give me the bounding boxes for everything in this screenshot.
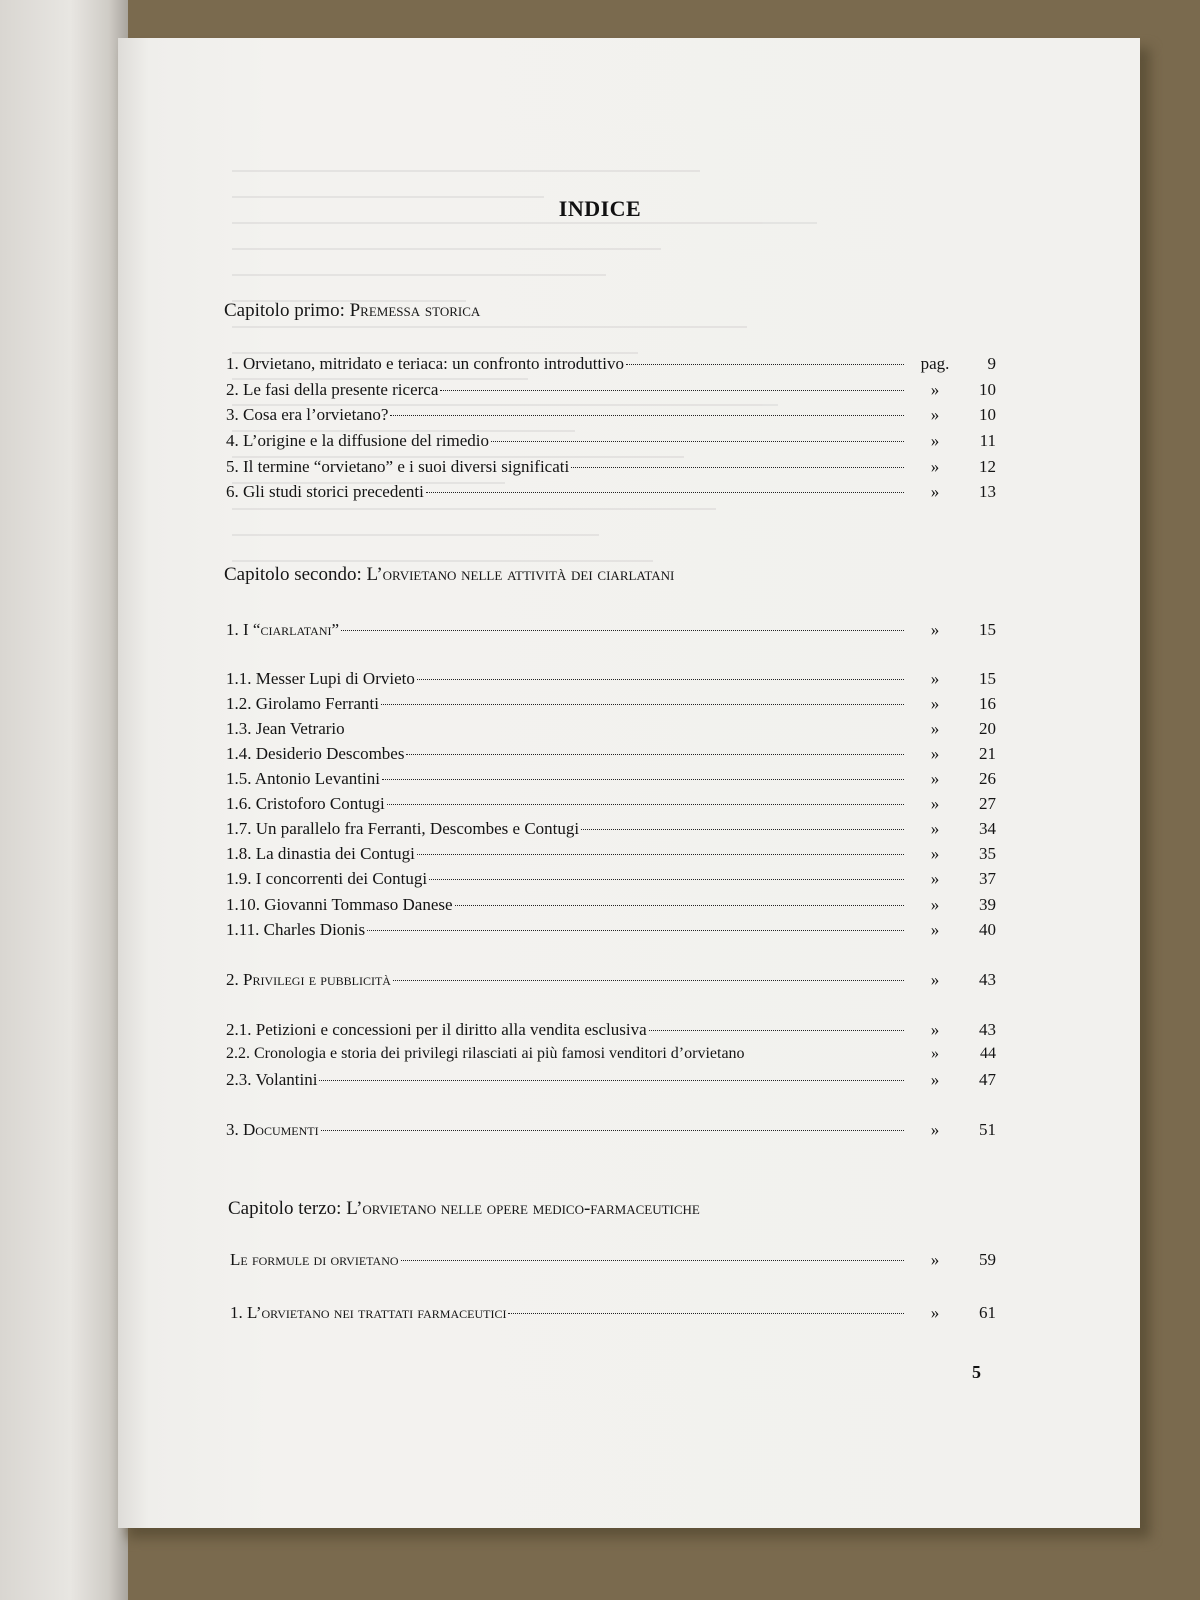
entry-page: 10 — [979, 380, 996, 399]
dot-leader — [508, 1313, 904, 1314]
entry-label: 1.3. Jean Vetrario — [226, 719, 345, 738]
toc-entry — [226, 405, 996, 429]
toc-section-entry — [226, 1120, 996, 1144]
entry-mark: » — [930, 380, 940, 399]
entry-page: 20 — [979, 719, 996, 738]
entry-mark: » — [930, 819, 940, 838]
toc-entry — [226, 354, 996, 378]
index-title: INDICE — [558, 196, 642, 221]
toc-entry — [226, 719, 996, 743]
entry-mark: » — [930, 920, 940, 939]
toc-entry — [226, 920, 996, 944]
page-number: 5 — [972, 1362, 981, 1382]
entry-label: 1.6. Cristoforo Contugi — [226, 794, 385, 813]
dot-leader — [581, 829, 904, 830]
entry-page: 10 — [979, 405, 996, 424]
entry-page: 39 — [979, 895, 996, 914]
entry-label: 1. L’orvietano nei trattati farmaceutici — [230, 1303, 507, 1322]
entry-page: 43 — [979, 970, 996, 989]
toc-entry — [226, 794, 996, 818]
dot-leader — [319, 1080, 904, 1081]
entry-label: 1.4. Desiderio Descombes — [226, 744, 405, 763]
toc-entry — [226, 482, 996, 506]
dot-leader — [390, 415, 904, 416]
entry-page: 44 — [980, 1045, 996, 1062]
entry-mark: » — [930, 457, 940, 476]
entry-label: 1.5. Antonio Levantini — [226, 769, 380, 788]
entry-label: 1.10. Giovanni Tommaso Danese — [226, 895, 453, 914]
dot-leader — [417, 854, 904, 855]
entry-mark: » — [931, 1045, 939, 1062]
toc-entry — [226, 819, 996, 843]
entry-page: 40 — [979, 920, 996, 939]
dot-leader — [455, 905, 904, 906]
entry-label: 1.9. I concorrenti dei Contugi — [226, 869, 428, 888]
toc-entry — [226, 694, 996, 718]
entry-mark: » — [930, 1020, 940, 1039]
entry-label: 1.1. Messer Lupi di Orvieto — [226, 669, 415, 688]
entry-mark: » — [930, 694, 940, 713]
entry-mark: » — [930, 895, 940, 914]
toc-entry — [226, 380, 996, 404]
entry-mark: » — [930, 744, 940, 763]
entry-label: 3. Cosa era l’orvietano? — [226, 405, 389, 424]
entry-page: 11 — [979, 431, 996, 450]
chapter-prefix: Capitolo terzo: — [228, 1198, 347, 1219]
entry-page: 27 — [979, 794, 996, 813]
entry-page: 15 — [979, 669, 996, 688]
chapter-heading-1 — [224, 300, 480, 322]
entry-page: 21 — [979, 744, 996, 763]
dot-leader — [406, 754, 904, 755]
toc-entry — [226, 844, 996, 868]
chapter-heading-2 — [224, 564, 674, 586]
chapter-heading-3 — [228, 1198, 700, 1220]
dot-leader — [367, 930, 904, 931]
dot-leader — [401, 1260, 904, 1261]
entry-page: 12 — [979, 457, 996, 476]
entry-label: 1. Orvietano, mitridato e teriaca: un confronto introduttivo — [226, 354, 624, 373]
entry-mark: » — [930, 1120, 940, 1139]
chapter-prefix: Capitolo secondo: — [224, 564, 367, 585]
entry-page: 34 — [979, 819, 996, 838]
chapter-prefix: Capitolo primo: — [224, 300, 350, 321]
entry-page: 9 — [987, 354, 996, 373]
toc-section-entry — [230, 1303, 996, 1327]
dot-leader — [381, 704, 904, 705]
toc-entry — [226, 457, 996, 481]
entry-page: 51 — [979, 1120, 996, 1139]
entry-label: 2.3. Volantini — [226, 1070, 318, 1089]
dot-leader — [491, 441, 904, 442]
entry-mark: » — [930, 405, 940, 424]
dot-leader — [429, 879, 904, 880]
dot-leader — [426, 492, 904, 493]
entry-page: 47 — [979, 1070, 996, 1089]
dot-leader — [387, 804, 904, 805]
dot-leader — [382, 779, 904, 780]
entry-mark: » — [930, 970, 940, 989]
entry-mark: » — [930, 1070, 940, 1089]
entry-label: 3. Documenti — [226, 1120, 319, 1139]
toc-entry — [226, 1045, 996, 1069]
entry-mark: » — [930, 719, 940, 738]
entry-mark: » — [930, 794, 940, 813]
entry-label: 2.2. Cronologia e storia dei privilegi rilasciati ai più famosi venditori d’orvietano — [226, 1045, 745, 1062]
toc-entry — [226, 431, 996, 455]
toc-section-entry — [226, 620, 996, 644]
entry-page: 26 — [979, 769, 996, 788]
dot-leader — [393, 980, 904, 981]
entry-page: 61 — [979, 1303, 996, 1322]
dot-leader — [417, 679, 904, 680]
entry-mark: » — [930, 844, 940, 863]
chapter-name: L’orvietano nelle attività dei ciarlatani — [366, 564, 675, 585]
entry-mark: » — [930, 431, 940, 450]
entry-label: 2.1. Petizioni e concessioni per il diritto alla vendita esclusiva — [226, 1020, 647, 1039]
entry-page: 13 — [979, 482, 996, 501]
toc-entry — [226, 1070, 996, 1094]
entry-label: Le formule di orvietano — [230, 1250, 399, 1269]
entry-label: 2. Le fasi della presente ricerca — [226, 380, 439, 399]
dot-leader — [626, 364, 904, 365]
entry-page: 35 — [979, 844, 996, 863]
toc-entry — [226, 895, 996, 919]
toc-entry — [226, 1020, 996, 1044]
entry-label: 5. Il termine “orvietano” e i suoi diversi significati — [226, 457, 570, 476]
entry-label: 1.2. Girolamo Ferranti — [226, 694, 379, 713]
entry-page: 16 — [979, 694, 996, 713]
dot-leader — [571, 467, 904, 468]
entry-mark: » — [930, 620, 940, 639]
chapter-name: L’orvietano nelle opere medico-farmaceutiche — [346, 1198, 700, 1219]
entry-label: 1.7. Un parallelo fra Ferranti, Descombes e Contugi — [226, 819, 580, 838]
entry-label: 4. L’origine e la diffusione del rimedio — [226, 431, 489, 450]
entry-label: 1.8. La dinastia dei Contugi — [226, 844, 415, 863]
entry-mark: » — [930, 1250, 940, 1269]
entry-mark: pag. — [920, 354, 950, 373]
entry-page: 15 — [979, 620, 996, 639]
chapter-name: Premessa storica — [349, 300, 481, 321]
entry-page: 37 — [979, 869, 996, 888]
toc-section-entry — [226, 970, 996, 994]
dot-leader — [321, 1130, 904, 1131]
left-facing-page — [0, 0, 128, 1600]
toc-entry — [226, 869, 996, 893]
entry-mark: » — [930, 769, 940, 788]
dot-leader — [649, 1030, 904, 1031]
toc-section-entry — [230, 1250, 996, 1274]
entry-mark: » — [930, 482, 940, 501]
entry-label: 1.11. Charles Dionis — [226, 920, 366, 939]
entry-mark: » — [930, 869, 940, 888]
toc-entry — [226, 669, 996, 693]
entry-page: 59 — [979, 1250, 996, 1269]
toc-entry — [226, 744, 996, 768]
entry-page: 43 — [979, 1020, 996, 1039]
entry-mark: » — [930, 669, 940, 688]
entry-label: 2. Privilegi e pubblicità — [226, 970, 391, 989]
entry-label: 6. Gli studi storici precedenti — [226, 482, 424, 501]
dot-leader — [440, 390, 904, 391]
dot-leader — [341, 630, 904, 631]
entry-mark: » — [930, 1303, 940, 1322]
toc-entry — [226, 769, 996, 793]
entry-label: 1. I “ciarlatani” — [226, 620, 340, 639]
